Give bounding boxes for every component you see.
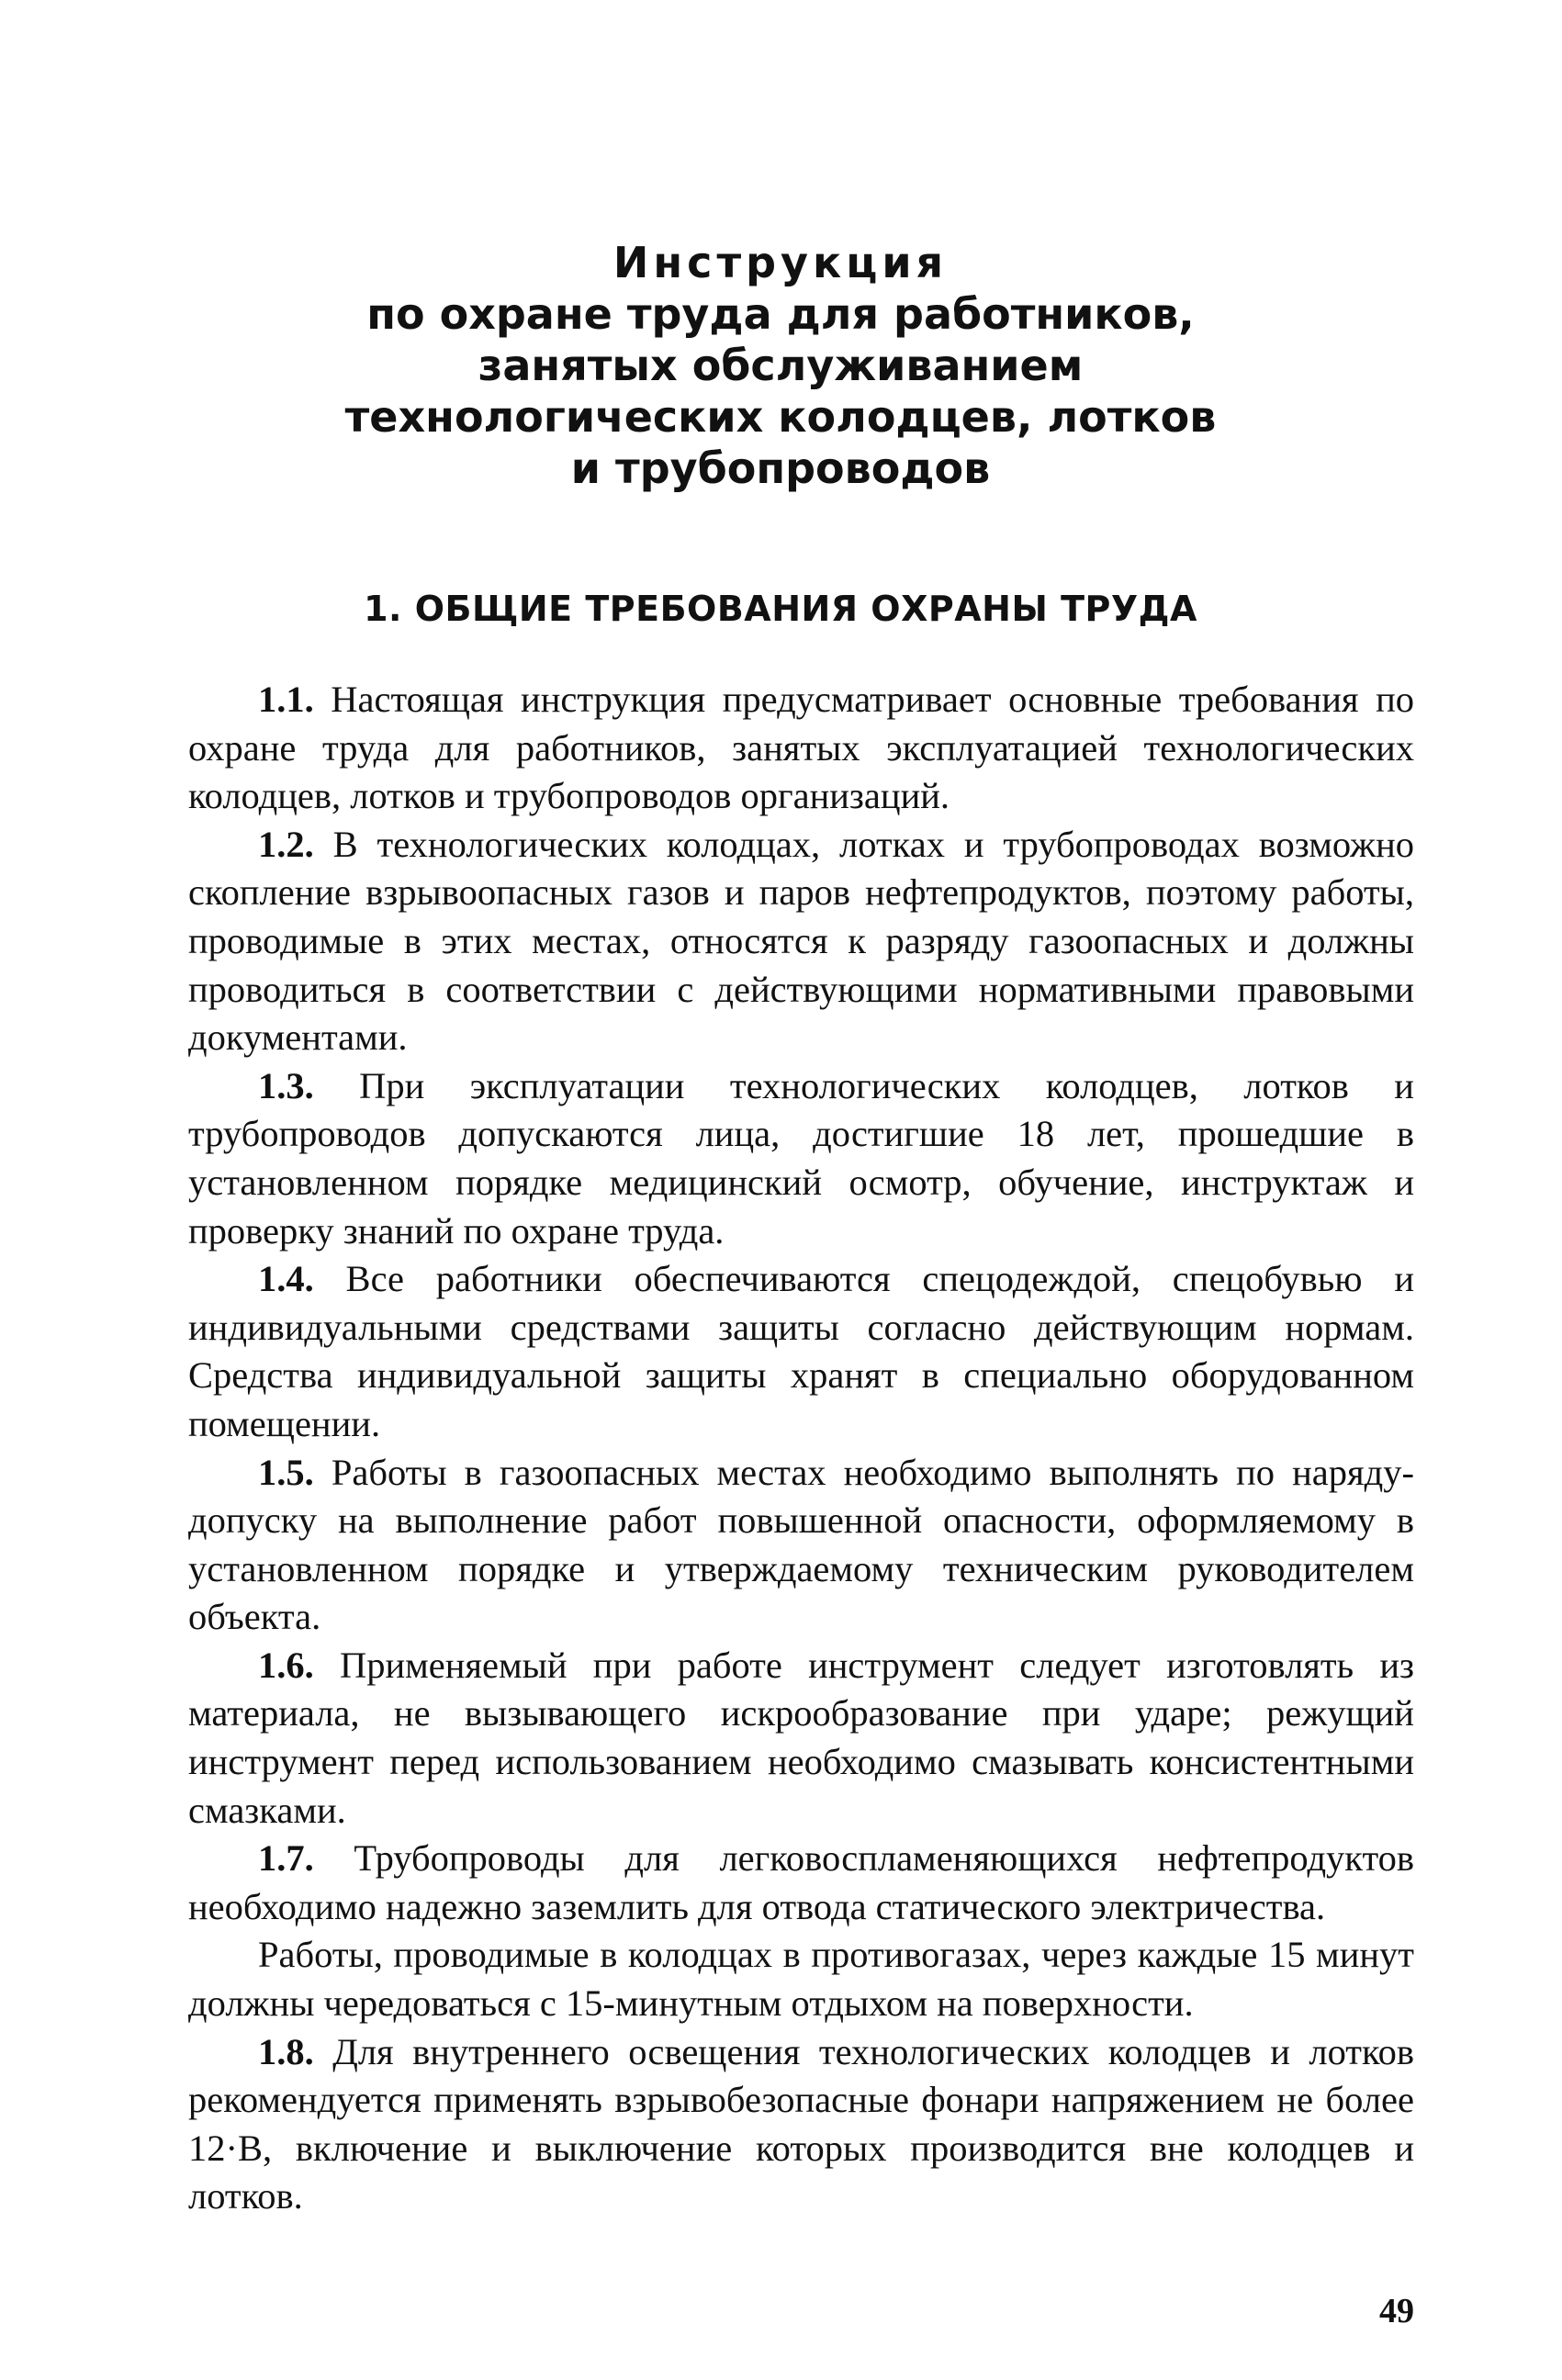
paragraph-text: Применяемый при работе инструмент следует изготовлять из материала, не вызывающего искрообразование при ударе; режущий инструмент перед использованием необходимо смазывать консистентными смазками. (188, 1644, 1414, 1831)
paragraph-text: Работы, проводимые в колодцах в противогазах, через каждые 15 минут должны чередоваться с 15-минутным отдыхом на поверхности. (188, 1934, 1414, 2025)
paragraph-text: Все работники обеспечиваются спецодеждой, спецобувью и индивидуальными средствами защиты согласно действующим нормам. Средства индивидуальной защиты хранят в специально оборудованном помещении. (188, 1258, 1414, 1444)
paragraph-1-6 (188, 1642, 1414, 1835)
title-line-1: Инструкция (612, 238, 949, 287)
paragraph-1-4 (188, 1255, 1414, 1448)
paragraph-number: 1.6. (258, 1644, 314, 1686)
title-line-5: и трубопроводов (570, 443, 991, 493)
document-title (275, 237, 1286, 494)
paragraph-text: Работы в газоопасных местах необходимо выполнять по наряду-допуску на выполнение работ повышенной опасности, оформляемому в установленном порядке и утверждаемому техническим руководителем объекта. (188, 1451, 1414, 1638)
paragraph-number: 1.5. (258, 1451, 314, 1493)
paragraph-number: 1.3. (258, 1064, 314, 1106)
paragraph-1-2 (188, 821, 1414, 1062)
paragraph-1-1 (188, 676, 1414, 821)
page-number: 49 (1379, 2292, 1414, 2330)
paragraph-1-3 (188, 1062, 1414, 1255)
paragraph-number: 1.4. (258, 1258, 314, 1300)
paragraph-text: Настоящая инструкция предусматривает основные требования по охране труда для работников, занятых эксплуатацией технологических колодцев, лотков и трубопроводов организаций. (188, 679, 1414, 817)
paragraph-1-7 (188, 1835, 1414, 1931)
title-line-2: по охране труда для работников, (366, 289, 1195, 339)
paragraph-1-7-continued (188, 1931, 1414, 2027)
paragraph-text: Для внутреннего освещения технологических колодцев и лотков рекомендуется применять взрывобезопасные фонари напряжением не более 12·В, включение и выключение которых производится вне колодцев и лотков. (188, 2030, 1414, 2217)
paragraph-text: Трубопроводы для легковоспламеняющихся нефтепродуктов необходимо надежно заземлить для отвода статического электричества. (188, 1837, 1414, 1927)
paragraph-number: 1.1. (258, 679, 314, 720)
paragraph-text: В технологических колодцах, лотках и трубопроводах возможно скопление взрывоопасных газов и паров нефтепродуктов, поэтому работы, проводимые в этих местах, относятся к разряду газоопасных и должны проводиться в соответствии с действующими нормативными правовыми документами. (188, 823, 1414, 1059)
paragraph-text: При эксплуатации технологических колодцев, лотков и трубопроводов допускаются лица, достигшие 18 лет, прошедшие в установленном порядке медицинский осмотр, обучение, инструктаж и проверку знаний по охране труда. (188, 1064, 1414, 1252)
paragraph-number: 1.8. (258, 2030, 314, 2072)
title-line-3: занятых обслуживанием (478, 341, 1084, 390)
paragraph-number: 1.7. (258, 1837, 314, 1880)
document-body (188, 676, 1414, 2221)
title-line-4: технологических колодцев, лотков (344, 392, 1217, 442)
paragraph-number: 1.2. (258, 823, 314, 865)
paragraph-1-8 (188, 2028, 1414, 2221)
paragraph-1-5 (188, 1449, 1414, 1642)
section-heading: 1. ОБЩИЕ ТРЕБОВАНИЯ ОХРАНЫ ТРУДА (364, 589, 1197, 629)
